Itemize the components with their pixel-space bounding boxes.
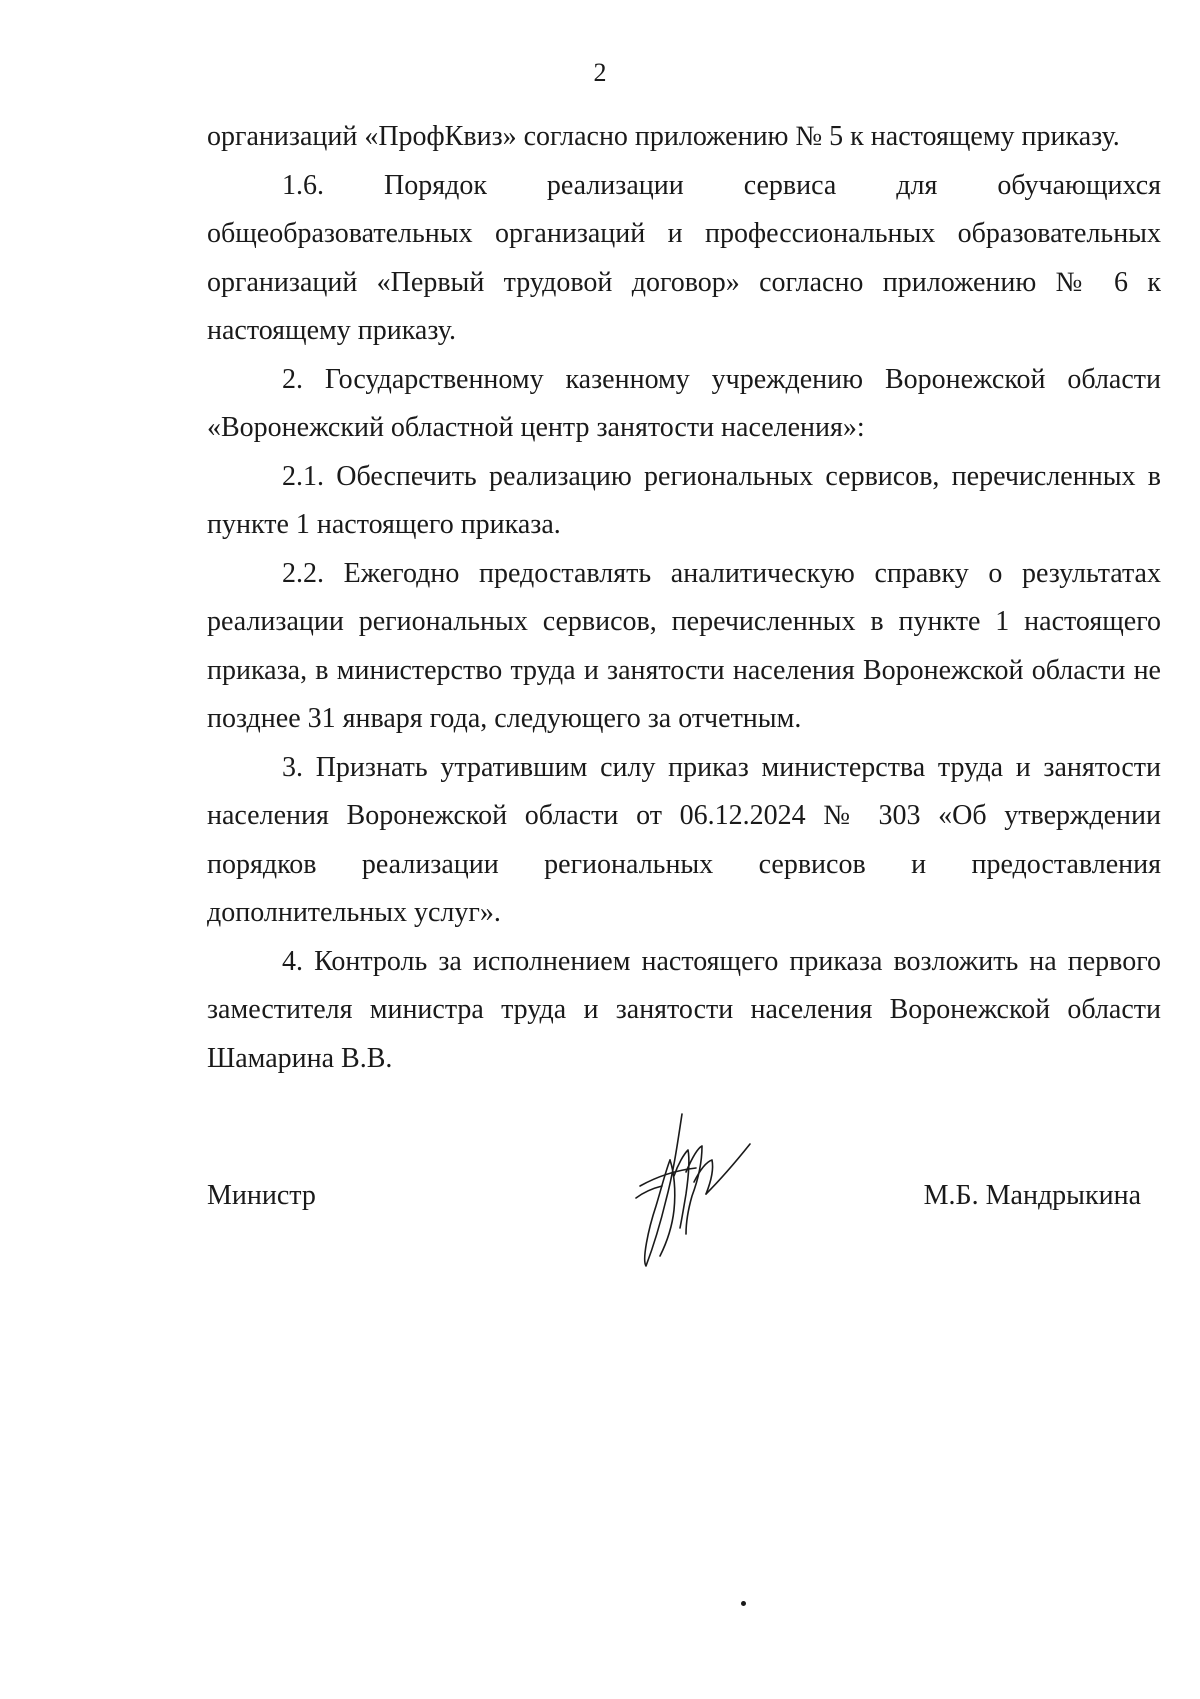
paragraph-3: 3. Признать утратившим силу приказ министерства труда и занятости населения Воронежской области от 06.12.2024 № 303 «Об утверждении порядков реализации региональных сервисов и предоставления дополнительных услуг». [207,751,1161,928]
paragraph-2-2: 2.2. Ежегодно предоставлять аналитическую справку о результатах реализации региональных сервисов, перечисленных в пункте 1 настоящего приказа, в министерство труда и занятости населения Воронежской области не позднее 31 января года, следующего за отчетным. [207,557,1161,734]
paragraph-1-6: 1.6. Порядок реализации сервиса для обучающихся общеобразовательных организаций и профессиональных образовательных организаций «Первый трудовой договор» согласно приложению № 6 к настоящему приказу. [207,169,1161,346]
paragraph-2: 2. Государственному казенному учреждению Воронежской области «Воронежский областной центр занятости населения»: [207,363,1161,443]
paragraph-4: 4. Контроль за исполнением настоящего приказа возложить на первого заместителя министра труда и занятости населения Воронежской области Шамарина В.В. [207,945,1161,1074]
paragraph-2-1: 2.1. Обеспечить реализацию региональных сервисов, перечисленных в пункте 1 настоящего приказа. [207,460,1161,540]
page-number: 2 [593,58,607,87]
document-body [207,113,1161,1083]
signatory-name: М.Б. Мандрыкина [923,1180,1141,1211]
paragraph-1-5-continuation: организаций «ПрофКвиз» согласно приложению № 5 к настоящему приказу. [207,121,1120,152]
stray-mark [741,1601,746,1606]
handwritten-signature [630,1110,760,1270]
signatory-position: Министр [207,1180,316,1211]
